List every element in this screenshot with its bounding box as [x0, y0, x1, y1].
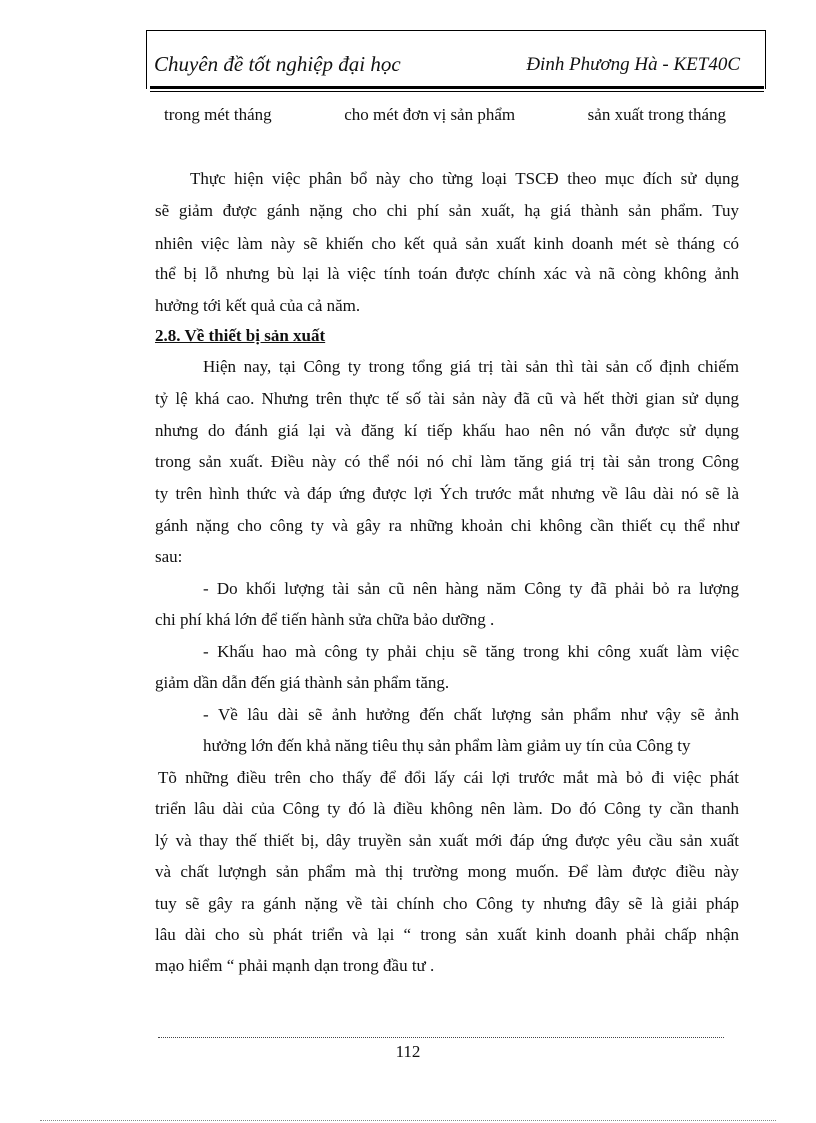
bullet-line: - Khấu hao mà công ty phải chịu sẽ tăng trong khi công xuất làm việc: [203, 642, 739, 661]
paragraph-line: tỷ lệ khá cao. Nhưng trên thực tế số tài sản này đã cũ và hết thời gian sử dụng: [155, 389, 739, 408]
page-bottom-rule: [40, 1120, 776, 1121]
bullet-line: hưởng lớn đến khả năng tiêu thụ sản phẩm làm giảm uy tín của Công ty: [203, 736, 691, 755]
formula-label: trong mét tháng: [164, 105, 272, 124]
header-rule-thin: [150, 91, 764, 92]
footer-rule: [158, 1037, 724, 1038]
paragraph-line: sẽ giảm được gánh nặng cho chi phí sản xuất, hạ giá thành sản phẩm. Tuy: [155, 201, 739, 220]
bullet-line: chi phí khá lớn để tiến hành sửa chữa bảo dưỡng .: [155, 610, 495, 629]
paragraph-line: lý và thay thế thiết bị, dây truyền sản xuất mới đáp ứng được yêu cầu sản xuất: [155, 831, 739, 850]
paragraph-line: tuy sẽ gây ra gánh nặng về tài chính cho Công ty nhưng đây sẽ là giải pháp: [155, 894, 739, 913]
paragraph-line: hưởng tới kết quả của cả năm.: [155, 296, 361, 315]
paragraph-line: nhiên việc làm này sẽ khiến cho kết quả sản xuất kinh doanh mét sè tháng có: [155, 234, 739, 253]
paragraph-line: Tõ những điều trên cho thấy để đổi lấy cái lợi trước mắt mà bỏ đi việc phát: [158, 768, 739, 787]
paragraph-line: Hiện nay, tại Công ty trong tổng giá trị tài sản thì tài sản cố định chiếm: [203, 357, 739, 376]
section-heading: 2.8. Về thiết bị sản xuất: [155, 326, 326, 345]
header-author: Đinh Phương Hà - KET40C: [526, 54, 740, 75]
formula-label: cho mét đơn vị sản phẩm: [344, 105, 516, 124]
paragraph-line: gánh nặng cho công ty và gây ra những khoản chi không cần thiết cụ thể như: [155, 516, 739, 535]
paragraph-line: triển lâu dài của Công ty đó là điều không nên làm. Do đó Công ty cần thanh: [155, 799, 739, 818]
paragraph-line: lâu dài cho sù phát triển và lại “ trong sản xuất kinh doanh phải chấp nhận: [155, 925, 739, 944]
bullet-line: - Về lâu dài sẽ ảnh hưởng đến chất lượng sản phẩm như vậy sẽ ảnh: [203, 705, 739, 724]
paragraph-line: nhưng do đánh giá lại và đăng kí tiếp khấu hao nên nó vẫn được sử dụng: [155, 421, 739, 440]
paragraph-line: Thực hiện việc phân bổ này cho từng loại TSCĐ theo mục đích sử dụng: [190, 169, 739, 188]
paragraph-line: và chất lượngh sản phẩm mà thị trường mong muốn. Để làm được điều này: [155, 862, 739, 881]
bullet-line: - Do khối lượng tài sản cũ nên hàng năm Công ty đã phải bỏ ra lượng: [203, 579, 739, 598]
header-title: Chuyên đề tốt nghiệp đại học: [154, 52, 401, 76]
bullet-line: giảm dần dẫn đến giá thành sản phẩm tăng.: [155, 673, 450, 692]
paragraph-line: ty trên hình thức và đáp ứng được lợi Ých trước mắt nhưng về lâu dài nó sẽ là: [155, 484, 739, 503]
paragraph-line: mạo hiểm “ phải mạnh dạn trong đầu tư .: [155, 956, 435, 975]
page-header: [150, 52, 740, 88]
formula-label: sản xuất trong tháng: [587, 105, 726, 124]
formula-labels: [164, 104, 726, 126]
page-number: 112: [395, 1042, 421, 1061]
paragraph-line: trong sản xuất. Điều này có thể nói nó chỉ làm tăng giá trị tài sản trong Công: [155, 452, 739, 471]
header-rule: [150, 86, 764, 89]
paragraph-line: sau:: [155, 547, 183, 566]
paragraph-line: thể bị lỗ nhưng bù lại là việc tính toán được chính xác và nã còng không ảnh: [155, 264, 739, 283]
